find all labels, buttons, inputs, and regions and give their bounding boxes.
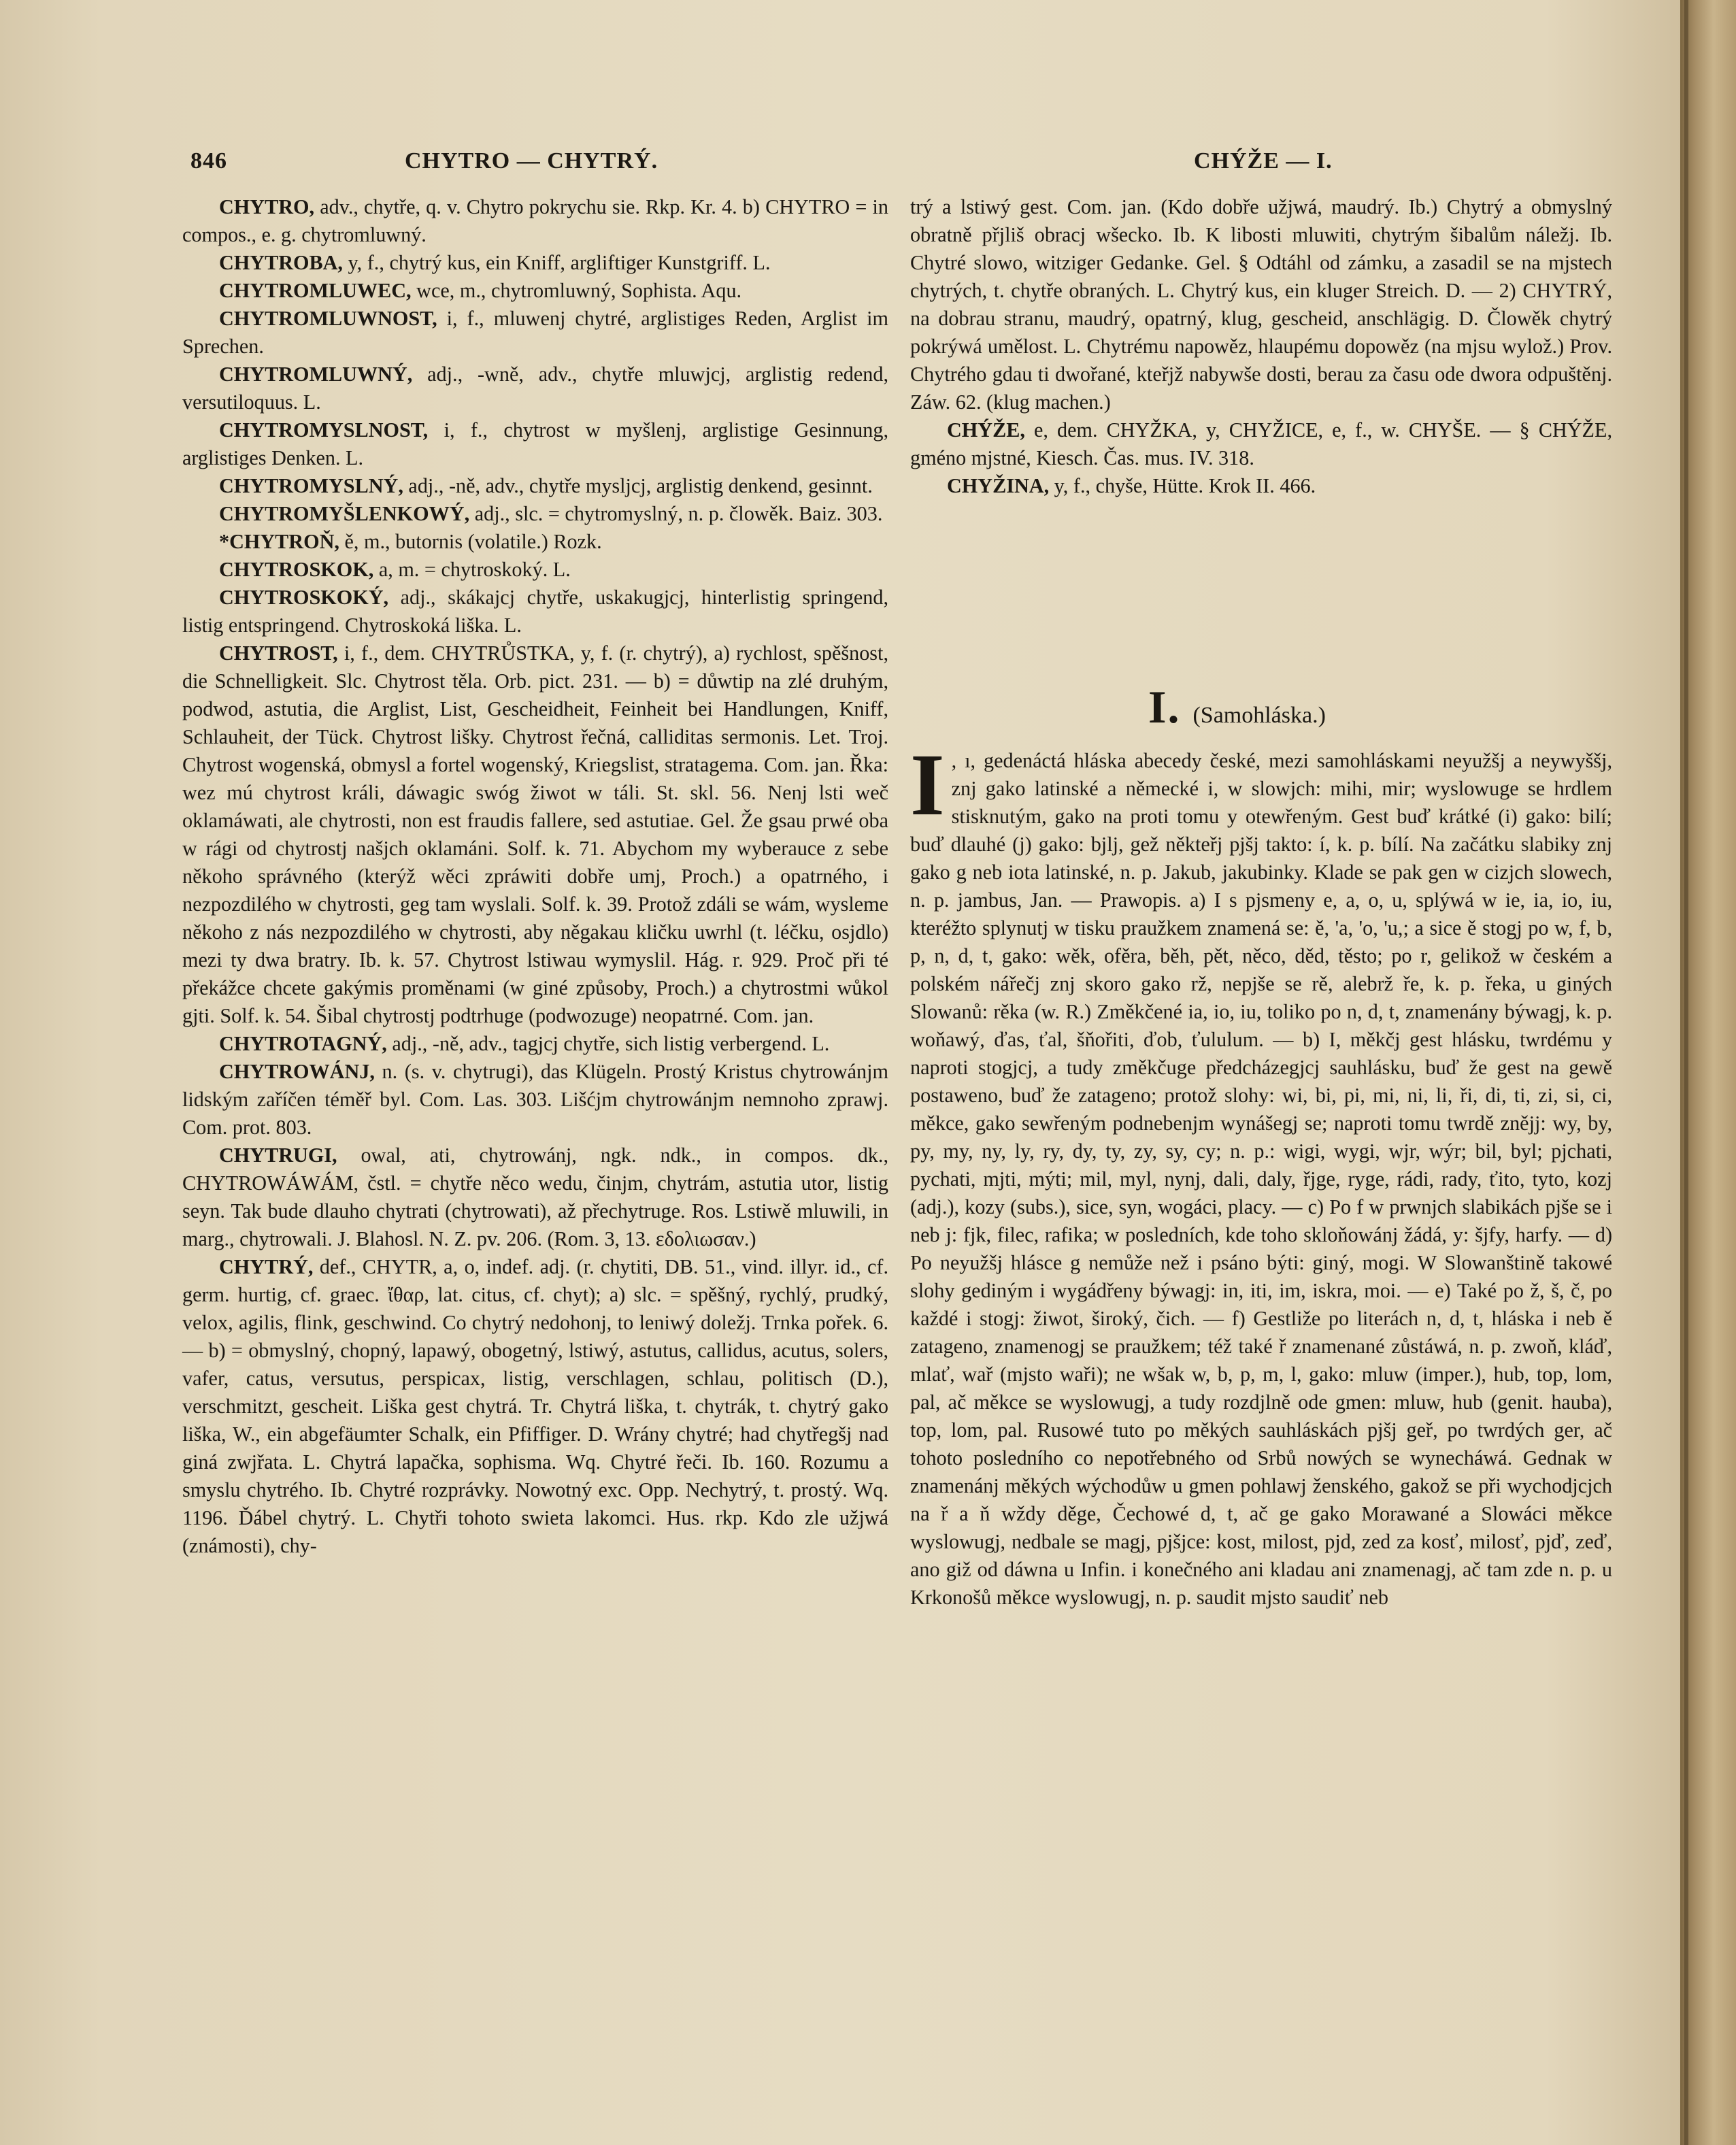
book-gutter xyxy=(1680,0,1736,2145)
dictionary-entry xyxy=(910,416,1612,472)
entry-text: trý a lstiwý gest. Com. jan. (Kdo dobře užjwá, maudrý. Ib.) Chytrý a obmyslný obratně přjliš obracj wšecko. Ib. K libosti mluwiti, chytrým šibalům náležj. Ib. Chytré slowo, witziger Gedanke. Gel. § Odtáhl od zámku, a zasadil se na mjstech chytrých, t. chytře obraných. L. Chytrý kus, ein kluger Streich. D. — 2) CHYTRÝ, na dobrau stranu, maudrý, opatrný, klug, gescheid, anschlägig. D. Člowěk chytrý pokrýwá umělost. L. Chytrému napowěz, hlaupému dopowěz (na mjsu wylož.) Prov. Chytrého gdau ti dwořané, kteřjž nabywše dosti, berau za času ode dwora odpuštěnj. Záw. 62. (klug machen.) xyxy=(910,195,1612,414)
entry-headword: CHYTROBA, xyxy=(219,251,343,274)
entry-headword: CHYTROSKOKÝ, xyxy=(219,586,389,609)
entry-headword: CHYTROTAGNÝ, xyxy=(219,1032,387,1055)
dictionary-entry xyxy=(182,1142,888,1253)
entry-text: adv., chytře, q. v. Chytro pokrychu sie. Rkp. Kr. 4. b) CHYTRO = in compos., e. g. chytromluwný. xyxy=(182,195,888,246)
entry-text: i, f., mluwenj chytré, arglistiges Reden, Arglist im Sprechen. xyxy=(182,307,888,358)
entry-headword: CHYŽINA, xyxy=(947,474,1050,497)
entry-text: adj., -wně, adv., chytře mluwjcj, arglistig redend, versutiloquus. L. xyxy=(182,363,888,414)
right-column xyxy=(910,193,1612,500)
section-letter: I. xyxy=(1148,681,1181,733)
entry-text: i, f., chytrost w myšlenj, arglistige Gesinnung, arglistiges Denken. L. xyxy=(182,418,888,469)
dictionary-entry xyxy=(182,500,888,528)
entry-text: owal, ati, chytrowánj, ngk. ndk., in compos. dk., CHYTROWÁWÁM, čstl. = chytře něco wedu, činjm, chytrám, astutia utor, listig seyn. Tak bude dlauho chytrati (chytrowati), až přechytruge. Ros. Lstiwě mluwili, in marg., chytrowali. J. Blahosl. N. Z. pv. 206. (Rom. 3, 13. εδολιωσαν.) xyxy=(182,1144,888,1250)
entry-headword: CHYTROMLUWNÝ, xyxy=(219,363,413,386)
dictionary-entry xyxy=(182,639,888,1030)
dictionary-entry xyxy=(182,556,888,584)
entry-text: y, f., chytrý kus, ein Kniff, argliftiger Kunstgriff. L. xyxy=(342,251,771,274)
entry-headword: CHYTROMLUWEC, xyxy=(219,279,412,302)
dictionary-entry xyxy=(182,1030,888,1058)
dictionary-entry xyxy=(182,472,888,500)
section-body-text: , ı, gedenáctá hláska abecedy české, mezi samohláskami neyužšj a neywyššj, znj gako latinské a německé i, w slowjch: mihi, mir; wyslowuge se hrdlem stisknutým, gako na proti tomu y otewřeným. Gest buď krátké (i) gako: bilí; buď dlauhé (j) gako: bjlj, gež někteřj pjšj takto: í, k. p. bílí. Na začátku slabiky znj gako g neb iota latinské, n. p. Jakub, jakubinky. Klade se pak gen w cizjch slowech, n. p. jambus, Jan. — Prawopis. a) I s pjsmeny e, a, o, u, splýwá w ie, ia, io, iu, kteréžto splynutj w tisku praužkem znamená se: ě, 'a, 'o, 'u,; a sice ě stogj po w, f, b, p, n, d, t, gako: wěk, ofěra, běh, pět, něco, děd, těsto; po r, gelikož w českém a polském nářečj znj skoro gako rž, nepjše se rě, alebrž ře, k. p. řeka, u giných Slowanů: rěka (w. R.) Změkčené ia, io, iu, toliko po n, d, t, znamenány býwagj, k. p. woňawý, ďas, ťal, šňořiti, ďob, ťululum. — b) I, měkčj gest hlásku, twrdému y naproti stogjcj, a tudy změkčuge předcházegjcj sauhlásku, buď že gest na gewě postaweno, buď že zatageno; protož slohy: wi, bi, pi, mi, ni, li, ři, di, ti, zi, si, ci, měkce, gako sewřeným podnebenjm wynášegj se; naproti tomu twrdě znějj: wy, by, py, my, ny, ly, ry, dy, ty, zy, sy, cy; n. p.: wigi, wygi, wjr, wýr; bil, byl; pjchati, pychati, mjti, mýti; mil, myl, nynj, dali, daly, řjge, ryge, rádi, rady, ťito, tyto, kozj (adj.), kozy (subs.), sice, syn, wogáci, placy. — c) Po f w prwnjch slabikách pjše se i neb j: fjk, filec, rafika; w posledních, kde toho skloňowánj žádá, y: šjfy, harfy. — d) Po neyužšj hlásce g nemůže než i psáno býti: giný, mogi. W Slowanštině takowé slohy gediným i wygádřeny býwagj: in, iti, im, iskra, moi. — e) Také po ž, š, č, po každé i stogj: žiwot, široký, čich. — f) Gestliže po literách n, d, t, hláska i neb ě zatageno, znamenogj se praužkem; též také ř znamenané zůstáwá, n. p. zwoň, kláď, mlať, wař (mjsto waři); ne wšak w, b, p, m, l, gako: mluw (imper.), hub, top, lom, pal, ač měkce se wyslowugj, a tudy rozdjlně ode gmen: mluw, hub (genit. hauba), top, lom, pal. Rusowé tuto po měkých sauhláskách pjšj geř, po twrdých ger, ač tohoto posledního co nepotřebného od Srbů nowých se wynecháwá. Gednak w znamenánj měkých wýchodůw u gmen pohlawj ženského, gakož se při wychodjcjch na ř a ň wždy děge, Čechowé d, t, ač ge gako Morawané a Slowáci měkce wyslowugj, nedbale se magj, pjšjce: kost, milost, pjd, zed za kosť, milosť, pjď, zeď, ano giž od dáwna u Infin. i konečného ani kladau ani znamenagj, ač tam zde n. p. u Krkonošů měkce wyslowugj, n. p. saudit mjsto saudiť neb xyxy=(910,749,1612,1609)
section-heading xyxy=(1148,680,1326,734)
entry-headword: CHYTRUGI, xyxy=(219,1144,337,1167)
entry-headword: CHYTROWÁNJ, xyxy=(219,1060,375,1083)
entry-text: e, dem. CHYŽKA, y, CHYŽICE, e, f., w. CHYŠE. — § CHÝŽE, gméno mjstné, Kiesch. Čas. mus. IV. 318. xyxy=(910,418,1612,469)
entry-text: y, f., chyše, Hütte. Krok II. 466. xyxy=(1049,474,1316,497)
entry-headword: CHYTROMYŠLENKOWÝ, xyxy=(219,502,470,525)
entry-headword: CHÝŽE, xyxy=(947,418,1025,442)
entry-text: adj., -ně, adv., chytře mysljcj, arglistig denkend, gesinnt. xyxy=(403,474,873,497)
section-subtitle: (Samohláska.) xyxy=(1192,703,1326,728)
entry-headword: *CHYTROŇ, xyxy=(219,530,339,553)
dictionary-entry xyxy=(182,584,888,639)
entry-text: adj., skákajcj chytře, uskakugjcj, hinterlistig springend, listig entspringend. Chytroskoká liška. L. xyxy=(182,586,888,637)
entry-headword: CHYTROMYSLNOST, xyxy=(219,418,429,442)
entry-headword: CHYTROST, xyxy=(219,642,338,665)
page-number: 846 xyxy=(190,148,227,173)
entry-text: adj., slc. = chytromyslný, n. p. člowěk. Baiz. 303. xyxy=(469,502,883,525)
entry-text: adj., -ně, adv., tagjcj chytře, sich listig verbergend. L. xyxy=(386,1032,830,1055)
dictionary-entry xyxy=(182,361,888,416)
entry-text: i, f., dem. CHYTRŮSTKA, y, f. (r. chytrý), a) rychlost, spěšnost, die Schnelligkeit. Slc. Chytrost těla. Orb. pict. 231. — b) = důwtip na zlé druhým, podwod, astutia, die Arglist, List, Gescheidheit, Feinheit bei Handlungen, Kniff, Schlauheit, der Tück. Chytrost lišky. Chytrost řečná, calliditas sermonis. Let. Troj. Chytrost wogenská, obmysl a fortel wogenský, Kriegslist, stratagema. Com. jan. Řka: wez mú chytrost králi, dáwagic swóg žiwot w táli. St. skl. 56. Nenj lsti weč oklamáwati, ale chytrosti, non est fraudis fallere, sed astutiae. Gel. Že gsau prwé oba w rági od chytrostj našjch oklamáni. Solf. k. 71. Abychom my wyberauce z sebe někoho správného (kterýž wěci zpráwiti dobře umj, Proch.) a opatrného, i nezpozdilého w chytrosti, geg tam wyslali. Solf. k. 39. Protož zdáli se wám, wysleme někoho z nás nezpozdilého w chytrosti, aby něgakau kličku uwrhl (t. léčku, osjdlo) mezi ty dwa bratry. Ib. k. 57. Chytrost lstiwau wymyslil. Hág. r. 929. Proč při té překážce chcete gakýmis proměnami (w giné způsoby, Proch.) a chytrostmi wůkol gjti. Solf. k. 54. Šibal chytrostj podtrhuge (podwozuge) neopatrné. Com. jan. xyxy=(182,642,888,1027)
gutter-shadow xyxy=(1684,0,1688,2145)
entry-text: n. (s. v. chytrugi), das Klügeln. Prostý Kristus chytrowánjm lidským zaříčen téměř byl. Com. Las. 303. Lišćjm chytrowánjm nemnoho zprawj. Com. prot. 803. xyxy=(182,1060,888,1139)
left-running-title: CHYTRO — CHYTRÝ. xyxy=(405,148,658,173)
entry-headword: CHYTRO, xyxy=(219,195,315,218)
right-running-title: CHÝŽE — I. xyxy=(1194,148,1333,173)
dictionary-entry xyxy=(182,528,888,556)
dictionary-entry xyxy=(182,277,888,305)
entry-text: wce, m., chytromluwný, Sophista. Aqu. xyxy=(411,279,742,302)
dictionary-entry xyxy=(182,1058,888,1142)
entry-text: a, m. = chytroskoký. L. xyxy=(373,558,571,581)
left-column xyxy=(182,193,888,1560)
entry-text: ě, m., butornis (volatile.) Rozk. xyxy=(339,530,602,553)
entry-headword: CHYTROMYSLNÝ, xyxy=(219,474,403,497)
entry-headword: CHYTROSKOK, xyxy=(219,558,374,581)
entry-headword: CHYTROMLUWNOST, xyxy=(219,307,437,330)
dictionary-entry xyxy=(182,249,888,277)
drop-cap-letter: I xyxy=(910,736,945,834)
dictionary-entry xyxy=(182,193,888,249)
entry-headword: CHYTRÝ, xyxy=(219,1255,314,1278)
dictionary-entry xyxy=(182,1253,888,1560)
section-body xyxy=(910,736,1612,1612)
dictionary-entry xyxy=(910,193,1612,416)
dictionary-entry xyxy=(910,472,1612,500)
entry-text: def., CHYTR, a, o, indef. adj. (r. chytiti, DB. 51., vind. illyr. id., cf. germ. hurtig, cf. graec. ἴθαρ, lat. citus, cf. chyt); a) slc. = spěšný, rychlý, prudký, velox, agilis, flink, geschwind. Co chytrý nedohonj, to leniwý doležj. Trnka pořek. 6. — b) = obmyslný, chopný, lapawý, obogetný, lstiwý, astutus, callidus, acutus, solers, vafer, catus, versutus, perspicax, listig, verschlagen, schlau, politisch (D.), verschmitzt, gescheit. Liška gest chytrá. Tr. Chytrá liška, t. chytrák, t. chytrý gako liška, W., ein abgefäumter Schalk, ein Pfiffiger. D. Wrány chytré; had chytřegšj nad giná zwjřata. L. Chytrá lapačka, sophisma. Wq. Chytré řeči. Ib. 160. Rozumu a smyslu chytrého. Ib. Chytré rozprávky. Nowotný exc. Opp. Nechytrý, t. prostý. Wq. 1196. Ďábel chytrý. L. Chytři tohoto swieta lakomci. Hus. rkp. Kdo zle užjwá (známosti), chy- xyxy=(182,1255,888,1557)
dictionary-entry xyxy=(182,305,888,361)
dictionary-entry xyxy=(182,416,888,472)
